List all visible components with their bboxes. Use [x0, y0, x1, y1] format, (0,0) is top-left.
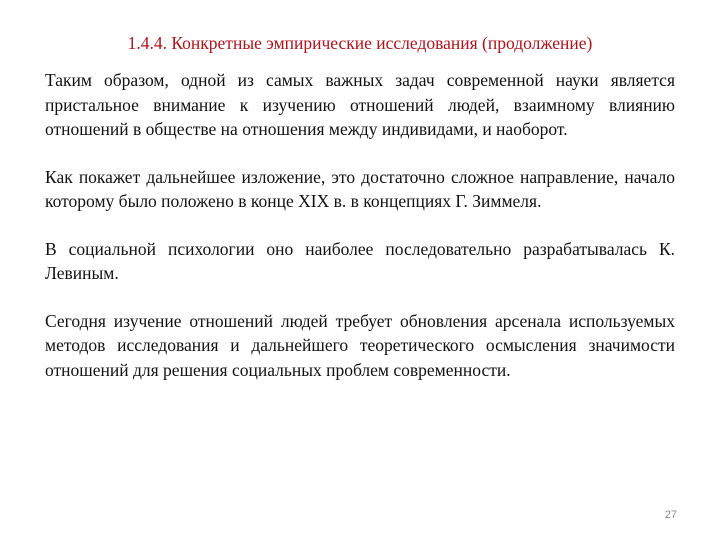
paragraph-3: В социальной психологии оно наиболее последовательно разрабатывалась К. Левиным.: [45, 238, 675, 283]
page-number: 27: [664, 509, 677, 521]
paragraph-1: Таким образом, одной из самых важных задач современной науки является пристальное внимание к изучению отношений людей, взаимному влиянию отношений в обществе на отношения между индивидами, и наоборот.: [45, 70, 675, 139]
slide-body: [45, 68, 675, 382]
paragraph-4: Сегодня изучение отношений людей требует обновления арсенала используемых методов исследования и дальнейшего теоретического осмысления значимости отношений для решения социальных проблем современности.: [45, 310, 675, 380]
slide-title: 1.4.4. Конкретные эмпирические исследования (продолжение): [127, 33, 593, 53]
paragraph-2: Как покажет дальнейшее изложение, это достаточно сложное направление, начало которому было положено в конце XIX в. в концепциях Г. Зиммеля.: [45, 166, 675, 211]
